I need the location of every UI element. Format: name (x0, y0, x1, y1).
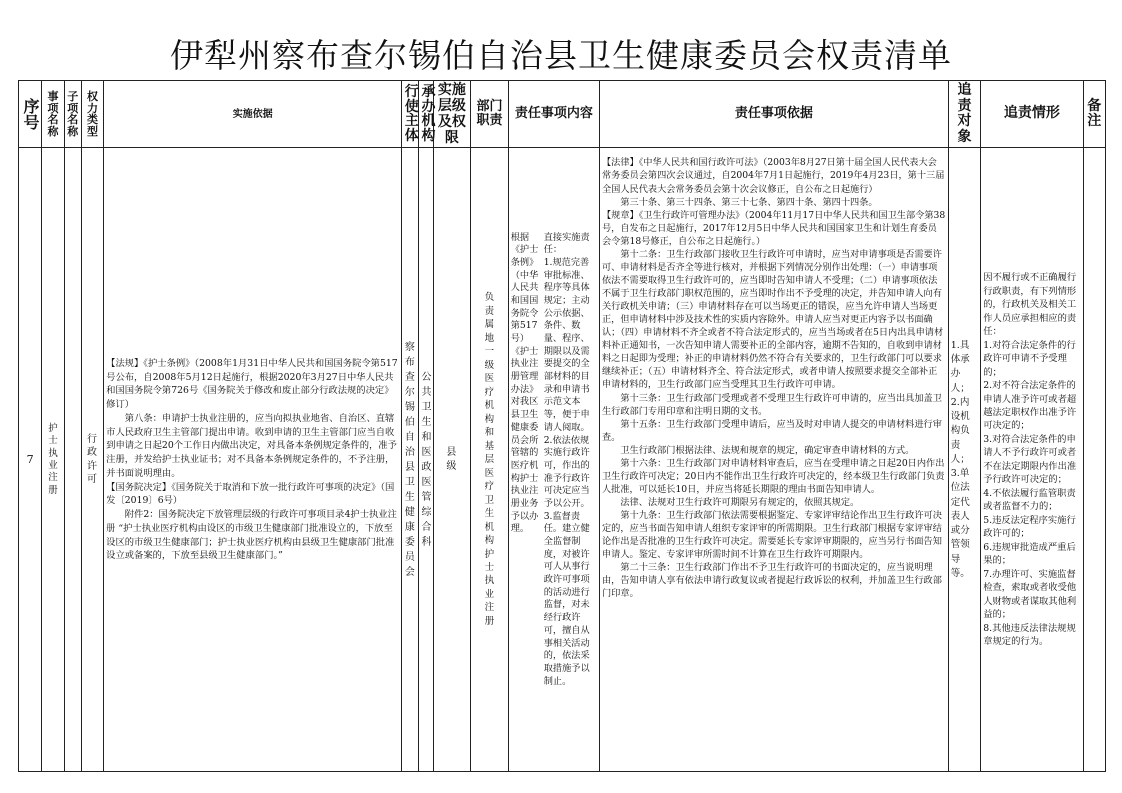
header-resp-content: 责任事项内容 (508, 81, 599, 148)
header-duty: 部门职责 (471, 81, 509, 148)
header-basis: 实施依据 (104, 81, 402, 148)
responsibility-table (18, 80, 1106, 772)
row-sub-item-name (64, 148, 81, 772)
resp-basis-paragraph: 【法律】《中华人民共和国行政许可法》（2003年8月27日第十届全国人民代表大会常务委员会第四次会议通过，自2004年7月1日起施行，2019年4月23日，第十三届全国人民代表大会常务委员会第十次会议修正，自公布之日起施行） (601, 157, 945, 195)
row-remark (1083, 148, 1105, 772)
row-resp-basis (599, 148, 948, 772)
table-header-row (19, 81, 1106, 148)
resp-basis-paragraph: 【规章】《卫生行政许可管理办法》（2004年11月17日中华人民共和国卫生部令第38号，自发布之日起施行，2017年12月5日中华人民共和国国家卫生和计划生育委员会令第18号修正，自公布之日起施行。） (601, 209, 946, 247)
resp-basis-paragraph: 第十三条：卫生行政部门受理或者不受理卫生行政许可申请的，应当出具加盖卫生行政部门专用印章和注明日期的文书。 (601, 392, 942, 417)
header-sub-item-name: 子项名称 (67, 90, 79, 138)
resp-basis-paragraph: 第二十三条：卫生行政部门作出不予卫生行政许可的书面决定的，应当说明理由，告知申请人享有依法申请行政复议或者提起行政诉讼的权利，并加盖卫生行政部门印章。 (601, 562, 942, 600)
row-resp-items: 直接实施责任： 1.规范完善审批标准、程序等具体规定；主动公示依据、条件、数量、程序、期限以及需要提交的全部材料的目录和申请书示范文本等，便于申请人阅取。 2.依法依规实施行政许可，作出的准予行政许可决定应当予以公开。 3.监督责任。建立健全监督制度，对被许可人从事行政许可事项的活动进行监督，对未经行政许可，擅自从事相关活动的，依法采取措施予以制止。 (543, 231, 590, 687)
header-power-type: 权力类型 (86, 90, 98, 138)
row-level: 县级 (446, 446, 457, 472)
header-accountability: 追责情形 (981, 81, 1083, 148)
header-level: 实施层级及权限 (437, 82, 466, 147)
header-resp-basis: 责任事项依据 (599, 81, 948, 148)
row-seq: 7 (19, 148, 42, 772)
header-item-name: 事项名称 (47, 90, 59, 138)
row-accountable: 1.具体承办人；2.内设机构负责人；3.单位法定代表人或分管领导等。 (948, 148, 980, 772)
resp-basis-paragraph: 第十二条：卫生行政部门接收卫生行政许可申请时，应当对申请事项是否需要许可、申请材料是否齐全等进行核对，并根据下列情况分别作出处理：（一）申请事项依法不需要取得卫生行政许可的，应当即时告知申请人不受理；（二）申请事项依法不属于卫生行政部门职权范围的，应当即时作出不予受理的决定，并告知申请人向有关行政机关申请；（三）申请材料存在可以当场更正的错误，应当允许申请人当场更正，但申请材料中涉及技术性的实质内容除外。申请人应当对更正内容予以书面确认；（四）申请材料不齐全或者不符合法定形式的，应当当场或者在5日内出具申请材料补正通知书，一次告知申请人需要补正的全部内容，逾期不告知的，自收到申请材料之日起即为受理；补正的申请材料仍然不符合有关要求的，卫生行政部门可以要求继续补正；（五）申请材料齐全、符合法定形式，或者申请人按照要求提交全部补正申请材料的，卫生行政部门应当受理其卫生行政许可申请。 (601, 248, 944, 391)
resp-basis-paragraph: 卫生行政部门根据法律、法规和规章的规定，确定审查申请材料的方式。 (620, 444, 915, 456)
row-duty: 负责属地一级医疗机构和基层医疗卫生机构护士执业注册 (484, 292, 495, 627)
resp-basis-paragraph: 法律、法规对卫生行政许可期限另有规定的，依照其规定。 (620, 497, 860, 508)
basis-paragraph: 【法规】《护士条例》（2008年1月31日中华人民共和国国务院令第517号公布，自2008年5月12日起施行，根据2020年3月27日中华人民共和国国务院令第726号《国务院关于修改和废止部分行政法规的决定》修订） (106, 357, 398, 410)
row-power-type: 行政许可 (86, 433, 97, 486)
resp-basis-paragraph: 第三十条、第三十四条、第三十七条、第四十条、第四十四条。 (620, 196, 878, 208)
header-seq: 序号 (20, 98, 40, 131)
row-item-name: 护士执业注册 (42, 148, 64, 772)
header-accountable: 追责对象 (957, 82, 972, 145)
header-undertaking: 承办机构 (421, 83, 436, 144)
row-subject: 察布查尔锡伯自治县卫生健康委员会 (404, 341, 415, 578)
resp-basis-paragraph: 第十五条：卫生行政部门受理申请后，应当及时对申请人提交的申请材料进行审查。 (601, 418, 942, 443)
header-subject: 行使主体 (404, 83, 419, 144)
basis-paragraph: 【国务院决定】《国务院关于取消和下放一批行政许可事项的决定》（国发〔2019〕6号） (106, 481, 395, 507)
resp-basis-paragraph: 第十六条：卫生行政部门对申请材料审查后，应当在受理申请之日起20日内作出卫生行政许可决定；20日内不能作出卫生行政许可决定的，经本级卫生行政部门负责人批准，可以延长10日，并应当将延长期限的理由书面告知申请人。 (601, 457, 945, 495)
row-basis (104, 148, 402, 772)
header-remark: 备注 (1087, 97, 1102, 130)
row-accountability: 因不履行或不正确履行行政职责，有下列情形的，行政机关及相关工作人员应承担相应的责任： 1.对符合法定条件的行政许可申请不予受理的； 2.对不符合法定条件的申请人准予许可或者超越法定职权作出准予许可决定的； 3.对符合法定条件的申请人不予行政许可或者不在法定期限内作出准予行政许可决定的； 4.不依法履行监管职责或者监督不力的； 5.违反法定程序实施行政许可的； 6.违规审批造成严重后果的； 7.办理许可、实施监督检查，索取或者收受他人财物或者谋取其他利益的； 8.其他违反法律法规规章规定的行为。 (981, 148, 1083, 772)
basis-paragraph: 第八条：申请护士执业注册的，应当向拟执业地省、自治区、直辖市人民政府卫生主管部门提出申请。收到申请的卫生主管部门应当自收到申请之日起20个工作日内做出决定，对具备本条例规定条件的，准予注册，并发给护士执业证书；对不具备本条例规定条件的，不予注册，并书面说明理由。 (106, 412, 397, 479)
basis-paragraph: 附件2：国务院决定下放管理层级的行政许可事项目录4护士执业注册 “护士执业医疗机构由设区的市级卫生健康部门批准设立的，下放至设区的市级卫生健康部门；护士执业医疗机构由县级卫生健康部门批准设立或备案的，下放至县级卫生健康部门。” (106, 509, 397, 562)
resp-basis-paragraph: 第十九条：卫生行政部门依法需要根据鉴定、专家评审结论作出卫生行政许可决定的，应当书面告知申请人组织专家评审的所需期限。卫生行政部门根据专家评审结论作出是否批准的卫生行政许可决定。需要延长专家评审期限的，应当另行书面告知申请人。鉴定、专家评审所需时间不计算在卫生行政许可期限内。 (601, 510, 942, 561)
row-resp-content: 根据《护士条例》（中华人民共和国国务院令第517号）《护士执业注册管理办法》对我区县卫生健康委员会所管辖的医疗机构护士执业注册业务予以办理。 (510, 231, 539, 535)
row-undertaking: 公共卫生和医政医管综合科 (421, 371, 432, 548)
page-title: 伊犁州察布查尔锡伯自治县卫生健康委员会权责清单 (170, 36, 952, 75)
table-row (19, 148, 1106, 772)
